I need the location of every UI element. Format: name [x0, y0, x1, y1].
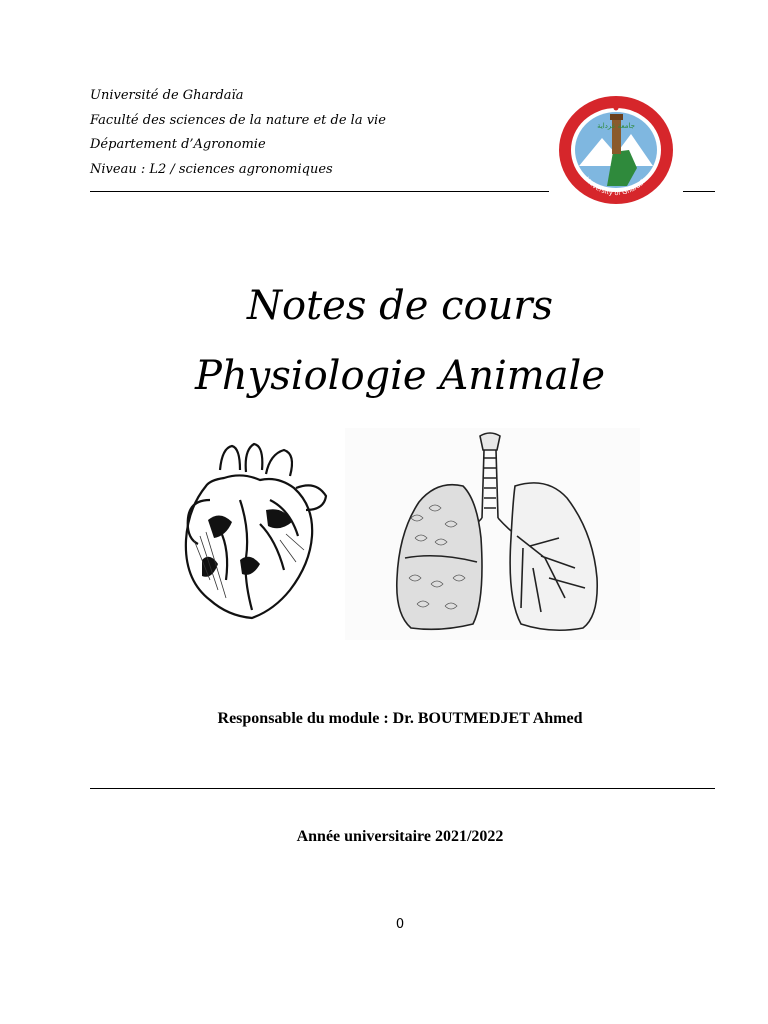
header-rule-left	[90, 191, 549, 192]
module-responsible: Responsable du module : Dr. BOUTMEDJET Ahmed	[217, 710, 583, 727]
department-name: Département d’Agronomie	[90, 137, 266, 152]
university-name: Université de Ghardaïa	[90, 88, 244, 103]
heart-illustration	[180, 440, 332, 620]
level-name: Niveau : L2 / sciences agronomiques	[90, 161, 333, 177]
academic-year: Année universitaire 2021/2022	[296, 828, 504, 845]
header-rule-right	[683, 191, 715, 192]
lungs-illustration	[345, 428, 640, 640]
logo-ring-text: University of Ghardaïa	[582, 175, 650, 198]
header-block	[90, 84, 386, 182]
title-notes-de-cours: Notes de cours	[247, 283, 553, 329]
title-physiologie-animale: Physiologie Animale	[194, 353, 606, 399]
footer-rule	[90, 788, 715, 789]
page-number: 0	[395, 917, 405, 932]
logo-arabic-text: جامعة غرداية	[597, 122, 635, 130]
faculty-name: Faculté des sciences de la nature et de la vie	[90, 112, 386, 128]
university-logo	[557, 94, 675, 206]
